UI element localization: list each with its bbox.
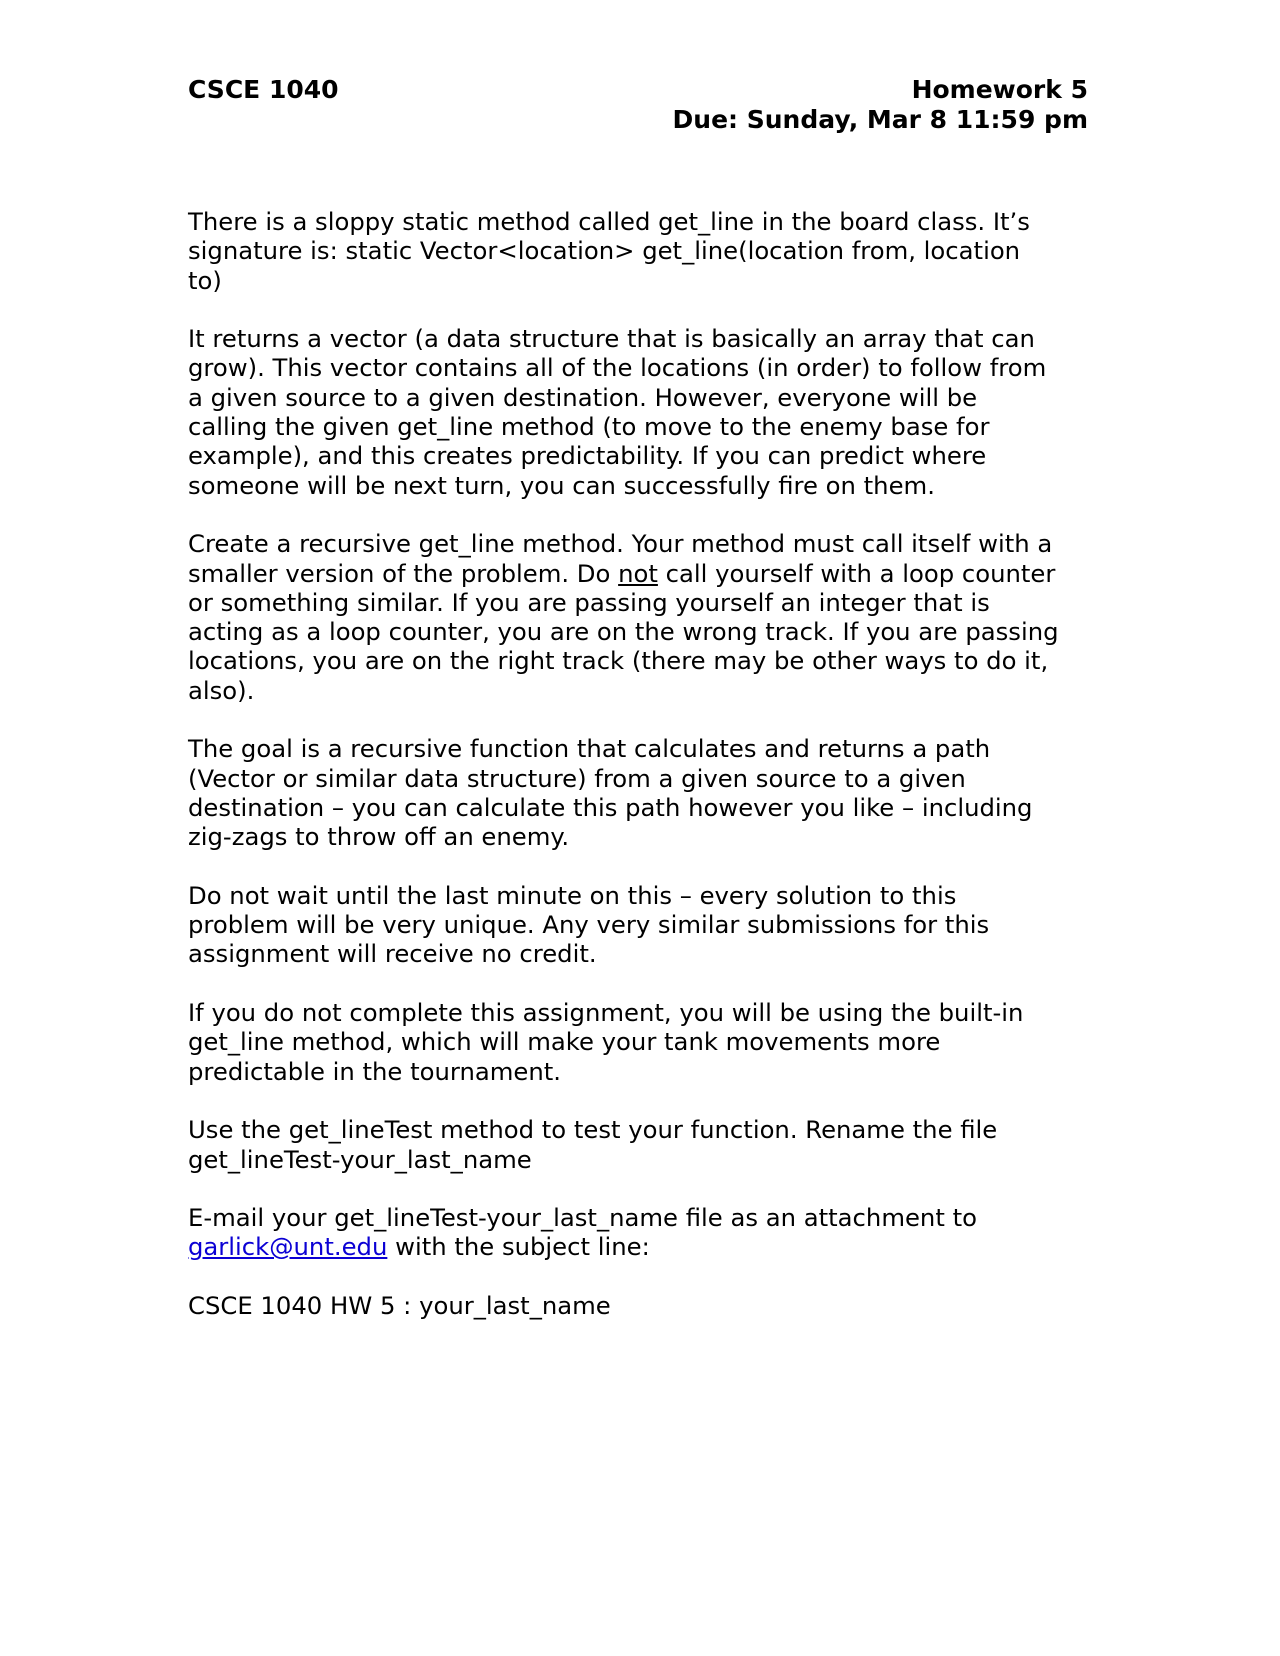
text-line: predictable in the tournament. [188, 1056, 561, 1086]
text-line: assignment will receive no credit. [188, 939, 597, 969]
course-code: CSCE 1040 [188, 75, 339, 104]
due-date: Due: Sunday, Mar 8 11:59 pm [672, 105, 1088, 134]
paragraph-testing [188, 1115, 1088, 1174]
text-line: signature is: static Vector<location> get_line(location from, location [188, 236, 1021, 266]
text-line: Create a recursive get_line method. Your method must call itself with a [188, 529, 1053, 559]
text-segment: call yourself with a loop counter [657, 558, 1056, 588]
text-line: locations, you are on the right track (there may be other ways to do it, [188, 646, 1049, 676]
assignment-title: Homework 5 [911, 75, 1088, 104]
text-line: The goal is a recursive function that calculates and returns a path [188, 734, 991, 764]
email-link[interactable]: garlick@unt.edu [188, 1232, 388, 1262]
text-line: Use the get_lineTest method to test your function. Rename the file [188, 1115, 998, 1145]
text-line [188, 559, 1088, 588]
text-segment: with the subject line: [387, 1232, 650, 1262]
paragraph-recursive-requirement [188, 529, 1088, 705]
paragraph-get-line-intro [188, 207, 1088, 295]
paragraph-goal [188, 734, 1088, 851]
header-right-block [673, 75, 1088, 135]
paragraph-warning [188, 881, 1088, 969]
text-line: acting as a loop counter, you are on the wrong track. If you are passing [188, 617, 1059, 647]
paragraph-submission [188, 1203, 1088, 1262]
text-line: Do not wait until the last minute on this – every solution to this [188, 880, 957, 910]
text-line: (Vector or similar data structure) from a given source to a given [188, 763, 966, 793]
paragraph-vector-explanation [188, 324, 1088, 500]
text-line: get_lineTest-your_last_name [188, 1144, 532, 1174]
text-line [188, 1232, 1088, 1261]
document-body [188, 207, 1088, 1350]
paragraph-subject-line [188, 1291, 1088, 1320]
text-line: also). [188, 675, 255, 705]
text-line: CSCE 1040 HW 5 : your_last_name [188, 1290, 611, 1320]
paragraph-incomplete-consequence [188, 998, 1088, 1086]
text-line: E-mail your get_lineTest-your_last_name file as an attachment to [188, 1203, 977, 1233]
text-line: or something similar. If you are passing yourself an integer that is [188, 587, 990, 617]
text-line: It returns a vector (a data structure that is basically an array that can [188, 324, 1035, 354]
underlined-not: not [618, 558, 658, 588]
text-line: someone will be next turn, you can successfully fire on them. [188, 470, 935, 500]
text-segment: smaller version of the problem. Do [188, 558, 619, 588]
text-line: to) [188, 265, 222, 295]
document-page [188, 72, 1088, 1320]
document-header [188, 72, 1088, 132]
text-line: There is a sloppy static method called get_line in the board class. It’s [188, 207, 1030, 236]
text-line: zig-zags to throw off an enemy. [188, 822, 570, 852]
text-line: problem will be very unique. Any very similar submissions for this [188, 910, 990, 940]
text-line: a given source to a given destination. However, everyone will be [188, 382, 978, 412]
text-line: get_line method, which will make your tank movements more [188, 1027, 941, 1057]
text-line: grow). This vector contains all of the locations (in order) to follow from [188, 353, 1047, 383]
text-line: calling the given get_line method (to move to the enemy base for [188, 412, 990, 442]
text-line: If you do not complete this assignment, you will be using the built-in [188, 998, 1024, 1028]
text-line: example), and this creates predictability. If you can predict where [188, 441, 987, 471]
text-line: destination – you can calculate this path however you like – including [188, 792, 1033, 822]
